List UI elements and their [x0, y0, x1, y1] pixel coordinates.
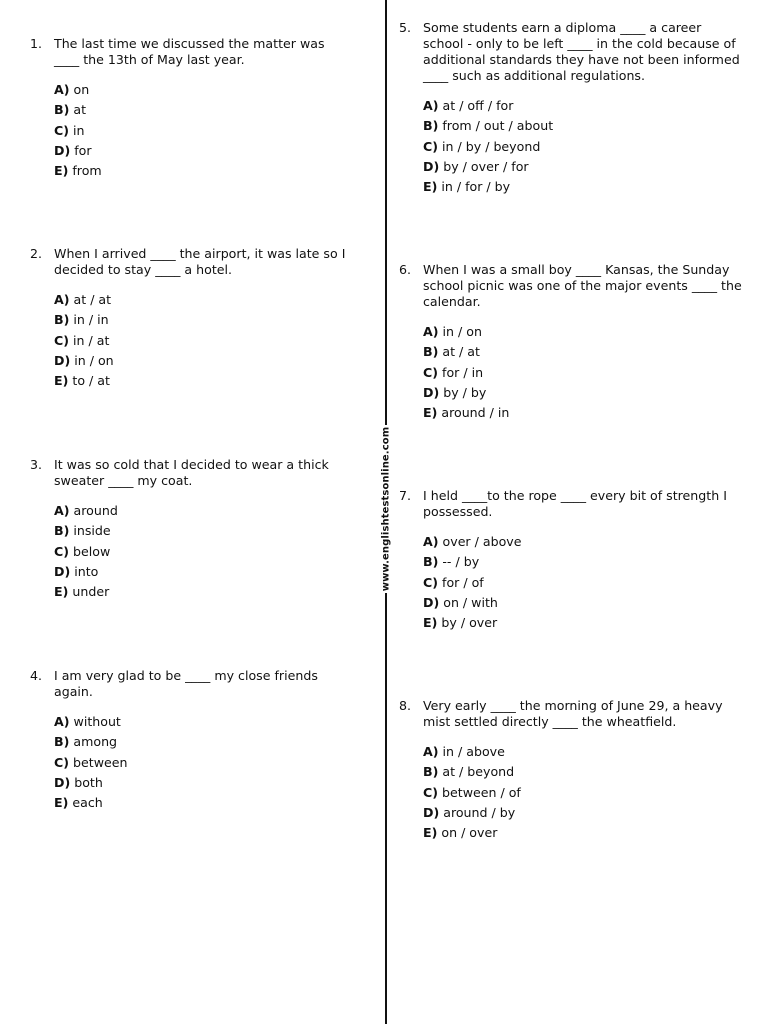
option-text: in / in	[73, 312, 109, 328]
option-letter: D)	[54, 774, 71, 790]
answer-option	[54, 714, 350, 734]
option-text: for / in	[442, 364, 484, 380]
answer-option	[54, 523, 350, 543]
option-text: at / beyond	[442, 764, 515, 780]
option-letter: A)	[423, 744, 439, 759]
answer-option	[54, 102, 350, 122]
answer-option	[54, 143, 350, 163]
answer-option	[54, 312, 350, 332]
option-letter: E)	[54, 584, 69, 600]
option-letter: C)	[54, 122, 69, 138]
answer-option	[54, 564, 350, 584]
option-text: by / over	[441, 615, 498, 631]
question-number: 6.	[399, 262, 412, 277]
question-8	[399, 698, 743, 845]
option-text: both	[74, 774, 103, 790]
question-stem: It was so cold that I decided to wear a thick sweater ____ my coat.	[54, 457, 329, 488]
question-body	[423, 262, 743, 425]
option-letter: A)	[54, 503, 70, 518]
option-text: around / by	[443, 804, 516, 820]
question-stem: The last time we discussed the matter was ____ the 13th of May last year.	[54, 36, 325, 67]
option-text: -- / by	[442, 554, 480, 570]
answer-option	[423, 385, 743, 405]
option-letter: C)	[54, 543, 69, 559]
option-letter: E)	[54, 795, 69, 811]
answer-option	[423, 98, 743, 118]
answer-option	[54, 755, 350, 775]
question-number: 4.	[30, 668, 43, 683]
option-letter: E)	[423, 825, 438, 841]
option-letter: A)	[54, 82, 70, 97]
question-7	[399, 488, 743, 635]
answer-option	[54, 584, 350, 604]
option-text: by / over / for	[443, 158, 529, 174]
option-letter: E)	[423, 615, 438, 631]
question-4	[30, 668, 350, 815]
option-letter: E)	[423, 179, 438, 195]
option-text: into	[74, 563, 99, 579]
answer-option	[423, 405, 743, 425]
answer-option	[423, 534, 743, 554]
option-text: in / above	[442, 744, 505, 759]
option-text: at / at	[442, 344, 480, 360]
question-number: 7.	[399, 488, 412, 503]
question-6	[399, 262, 743, 425]
question-number: 5.	[399, 20, 412, 35]
answer-options	[54, 714, 350, 815]
option-letter: C)	[54, 754, 69, 770]
answer-option	[54, 734, 350, 754]
answer-option	[423, 744, 743, 764]
answer-option	[54, 373, 350, 393]
answer-options	[54, 503, 350, 604]
option-text: to / at	[72, 373, 110, 389]
option-text: below	[73, 543, 111, 559]
answer-option	[423, 825, 743, 845]
question-2	[30, 246, 350, 393]
option-text: on	[73, 82, 90, 97]
question-number: 2.	[30, 246, 43, 261]
option-text: by / by	[443, 384, 487, 400]
option-letter: B)	[423, 554, 439, 570]
option-text: in / on	[442, 324, 482, 339]
option-text: between / of	[442, 784, 521, 800]
question-number: 8.	[399, 698, 412, 713]
option-text: on / with	[443, 594, 498, 610]
option-text: among	[73, 734, 118, 750]
answer-options	[423, 324, 743, 425]
option-letter: B)	[423, 118, 439, 134]
option-letter: B)	[423, 764, 439, 780]
option-letter: A)	[423, 324, 439, 339]
option-letter: D)	[423, 804, 440, 820]
option-letter: D)	[423, 158, 440, 174]
option-text: each	[72, 795, 103, 811]
option-letter: E)	[54, 373, 69, 389]
option-letter: B)	[54, 102, 70, 118]
option-text: for / of	[442, 574, 484, 590]
option-letter: A)	[54, 714, 70, 729]
answer-options	[423, 744, 743, 845]
option-letter: B)	[423, 344, 439, 360]
question-stem: I am very glad to be ____ my close friends again.	[54, 668, 318, 699]
question-number: 3.	[30, 457, 43, 472]
question-stem: Some students earn a diploma ____ a career school - only to be left ____ in the cold because of additional standards they have not been informed ____ such as additional regulations.	[423, 20, 740, 83]
answer-option	[423, 324, 743, 344]
option-letter: B)	[54, 312, 70, 328]
option-text: at / off / for	[442, 98, 514, 113]
answer-option	[423, 365, 743, 385]
answer-option	[423, 159, 743, 179]
answer-options	[423, 98, 743, 199]
option-letter: D)	[54, 563, 71, 579]
answer-option	[423, 595, 743, 615]
question-body	[54, 36, 350, 183]
option-text: without	[73, 714, 121, 729]
question-5	[399, 20, 743, 199]
option-text: in / at	[73, 332, 110, 348]
question-body	[54, 668, 350, 815]
question-body	[423, 20, 743, 199]
option-text: inside	[73, 523, 111, 539]
option-text: between	[73, 754, 128, 770]
question-stem: When I arrived ____ the airport, it was late so I decided to stay ____ a hotel.	[54, 246, 346, 277]
answer-option	[54, 292, 350, 312]
answer-option	[423, 615, 743, 635]
option-text: at / at	[73, 292, 112, 307]
question-1	[30, 36, 350, 183]
option-letter: C)	[423, 574, 438, 590]
question-body	[423, 488, 743, 635]
answer-option	[54, 775, 350, 795]
answer-option	[423, 785, 743, 805]
option-text: at	[73, 102, 87, 118]
question-stem: I held ____to the rope ____ every bit of strength I possessed.	[423, 488, 727, 519]
option-letter: A)	[54, 292, 70, 307]
option-letter: C)	[423, 784, 438, 800]
option-text: around / in	[441, 405, 510, 421]
answer-options	[54, 292, 350, 393]
option-letter: A)	[423, 534, 439, 549]
question-stem: Very early ____ the morning of June 29, a heavy mist settled directly ____ the wheatfield.	[423, 698, 723, 729]
answer-option	[423, 139, 743, 159]
answer-option	[54, 163, 350, 183]
answer-option	[423, 118, 743, 138]
option-text: in / by / beyond	[442, 138, 541, 154]
option-letter: B)	[54, 734, 70, 750]
answer-option	[423, 179, 743, 199]
answer-option	[54, 333, 350, 353]
answer-option	[423, 805, 743, 825]
option-letter: B)	[54, 523, 70, 539]
answer-option	[423, 344, 743, 364]
option-text: around	[73, 503, 118, 518]
answer-option	[423, 575, 743, 595]
option-text: from	[72, 163, 102, 179]
answer-option	[54, 353, 350, 373]
question-body	[54, 457, 350, 604]
column-divider-bottom	[385, 593, 387, 1024]
question-body	[54, 246, 350, 393]
site-url-label: www.englishtestsonline.com	[380, 426, 392, 592]
option-letter: D)	[54, 352, 71, 368]
answer-option	[54, 544, 350, 564]
option-text: under	[72, 584, 110, 600]
question-body	[423, 698, 743, 845]
answer-option	[54, 503, 350, 523]
answer-options	[54, 82, 350, 183]
answer-option	[54, 795, 350, 815]
option-letter: C)	[423, 138, 438, 154]
answer-option	[54, 82, 350, 102]
question-number: 1.	[30, 36, 43, 51]
column-divider-top	[385, 0, 387, 425]
option-text: in / for / by	[441, 179, 511, 195]
question-stem: When I was a small boy ____ Kansas, the Sunday school picnic was one of the major events ____ the calendar.	[423, 262, 742, 309]
question-3	[30, 457, 350, 604]
option-text: on / over	[441, 825, 498, 841]
answer-option	[423, 554, 743, 574]
option-text: for	[74, 142, 92, 158]
option-text: in / on	[74, 352, 114, 368]
option-letter: E)	[54, 163, 69, 179]
option-letter: D)	[423, 384, 440, 400]
option-letter: C)	[423, 364, 438, 380]
answer-options	[423, 534, 743, 635]
answer-option	[54, 123, 350, 143]
option-letter: A)	[423, 98, 439, 113]
option-text: in	[73, 122, 85, 138]
option-letter: D)	[54, 142, 71, 158]
option-letter: C)	[54, 332, 69, 348]
answer-option	[423, 764, 743, 784]
option-text: from / out / about	[442, 118, 554, 134]
option-letter: E)	[423, 405, 438, 421]
option-letter: D)	[423, 594, 440, 610]
option-text: over / above	[442, 534, 522, 549]
